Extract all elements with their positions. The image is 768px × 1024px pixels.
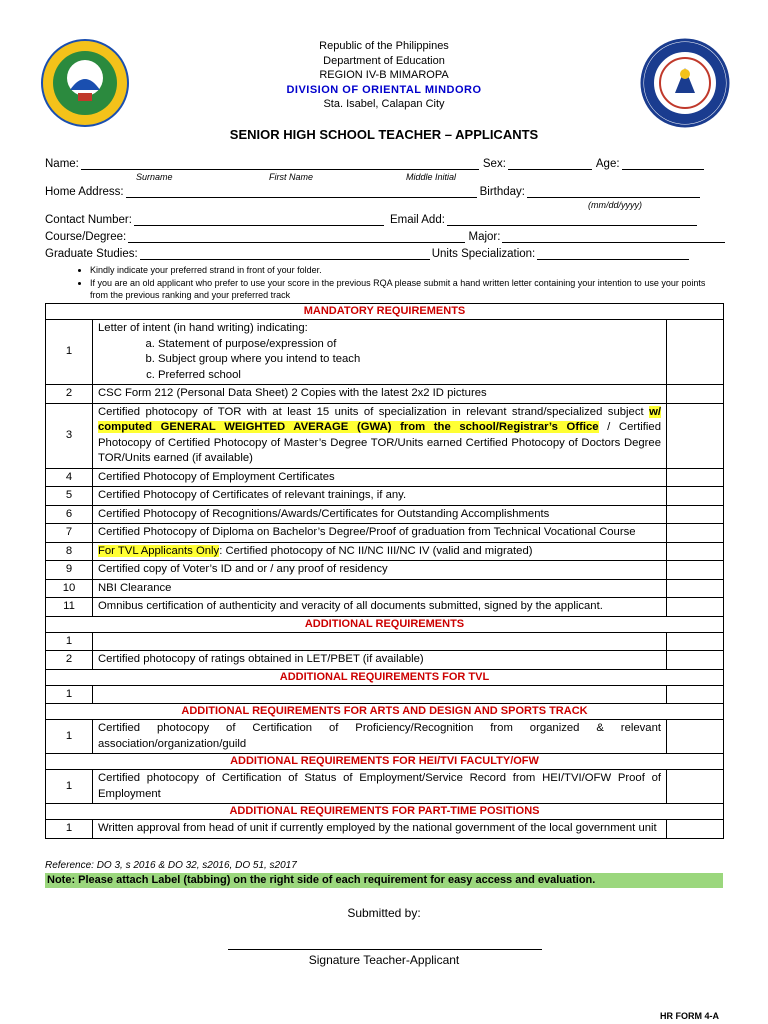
- list-item: c. Preferred school: [158, 368, 661, 384]
- section-header: [46, 669, 724, 685]
- check-box[interactable]: [667, 542, 724, 561]
- division-line: DIVISION OF ORIENTAL MINDORO: [286, 83, 482, 96]
- name-field[interactable]: [81, 158, 479, 170]
- course-label: Course/Degree:: [45, 231, 127, 243]
- req-text: [93, 403, 667, 468]
- contact-label: Contact Number:: [45, 214, 132, 226]
- req-number: 1: [46, 770, 93, 804]
- check-box[interactable]: [667, 579, 724, 598]
- republic-line: Republic of the Philippines: [319, 40, 449, 52]
- requirements-table: [45, 303, 724, 839]
- part-time-section-title: ADDITIONAL REQUIREMENTS FOR PART-TIME POSITIONS: [46, 804, 724, 820]
- form-code: HR FORM 4-A: [660, 1011, 719, 1021]
- signature-label: Signature Teacher-Applicant: [308, 953, 460, 967]
- check-box[interactable]: [667, 561, 724, 580]
- tvl-section-title: ADDITIONAL REQUIREMENTS FOR TVL: [46, 669, 724, 685]
- note-item: • If you are an old applicant who prefer to use your score in the previous RQA please submit a hand written letter containing your intention to use your points from the previous ranking and your preferred track: [90, 277, 724, 302]
- table-row: [46, 598, 724, 617]
- name-sublabels: [45, 170, 725, 183]
- req-text: Certified Photocopy of Recognitions/Awards/Certificates for Outstanding Accomplishments: [93, 505, 667, 524]
- check-box[interactable]: [667, 598, 724, 617]
- age-label: Age:: [595, 158, 620, 170]
- age-field[interactable]: [622, 158, 704, 170]
- req-number: 10: [46, 579, 93, 598]
- req-text: Certified photocopy of Certification of Proficiency/Recognition from organized & relevant association/organization/guild: [93, 720, 667, 754]
- table-row: [46, 579, 724, 598]
- major-label: Major:: [468, 231, 501, 243]
- deped-seal-logo: [640, 38, 730, 128]
- section-header: [46, 616, 724, 632]
- table-row: [46, 385, 724, 404]
- req-text-part: : Certified photocopy of NC II/NC III/NC IV (valid and migrated): [219, 544, 533, 557]
- table-row: [46, 685, 724, 704]
- table-row: [46, 542, 724, 561]
- req-number: 9: [46, 561, 93, 580]
- req-text-line: Letter of intent (in hand writing) indicating:: [98, 322, 308, 334]
- req-text: [93, 685, 667, 704]
- section-header: [46, 704, 724, 720]
- units-label: Units Specialization:: [431, 248, 536, 260]
- arts-section-title: ADDITIONAL REQUIREMENTS FOR ARTS AND DESIGN AND SPORTS TRACK: [46, 704, 724, 720]
- table-row: [46, 720, 724, 754]
- req-text: Certified Photocopy of Employment Certificates: [93, 468, 667, 487]
- contact-field[interactable]: [134, 214, 384, 226]
- check-box[interactable]: [667, 820, 724, 839]
- req-number: 1: [46, 320, 93, 385]
- req-text: Certified photocopy of Certification of Status of Employment/Service Record from HEI/TVI/OFW Proof of Employment: [93, 770, 667, 804]
- table-row: [46, 632, 724, 651]
- check-box[interactable]: [667, 468, 724, 487]
- course-row: [45, 228, 725, 243]
- birthday-field[interactable]: [527, 186, 700, 198]
- home-address-field[interactable]: [126, 186, 477, 198]
- units-field[interactable]: [537, 248, 689, 260]
- req-number: 3: [46, 403, 93, 468]
- check-box[interactable]: [667, 487, 724, 506]
- address-line: Sta. Isabel, Calapan City: [323, 98, 445, 110]
- sex-label: Sex:: [482, 158, 506, 170]
- major-field[interactable]: [502, 231, 725, 243]
- req-number: 2: [46, 385, 93, 404]
- req-text: Certified Photocopy of Certificates of relevant trainings, if any.: [93, 487, 667, 506]
- table-row: [46, 561, 724, 580]
- home-address-label: Home Address:: [45, 186, 124, 198]
- req-number: 4: [46, 468, 93, 487]
- table-row: [46, 820, 724, 839]
- section-header: [46, 304, 724, 320]
- req-number: 5: [46, 487, 93, 506]
- req-number: 1: [46, 685, 93, 704]
- check-box[interactable]: [667, 385, 724, 404]
- req-text-part: / Certified Photocopy of Certified Photocopy of Master’s Degree TOR/Units earned Certified Photocopy of Doctors Degree TOR/Units earned (if available): [98, 421, 661, 464]
- table-row: [46, 651, 724, 670]
- list-item: b. Subject group where you intend to teach: [158, 352, 661, 368]
- table-row: [46, 505, 724, 524]
- req-text: Omnibus certification of authenticity and veracity of all documents submitted, signed by the applicant.: [93, 598, 667, 617]
- table-row: [46, 487, 724, 506]
- course-field[interactable]: [128, 231, 464, 243]
- instructions: [64, 264, 724, 302]
- first-name-sublabel: First Name: [269, 172, 314, 182]
- check-box[interactable]: [667, 770, 724, 804]
- table-row: [46, 468, 724, 487]
- section-header: [46, 754, 724, 770]
- name-label: Name:: [45, 158, 79, 170]
- check-box[interactable]: [667, 320, 724, 385]
- req-text: Written approval from head of unit if currently employed by the national government of the local government unit: [93, 820, 667, 839]
- check-box[interactable]: [667, 685, 724, 704]
- table-row: [46, 524, 724, 543]
- req-number: 2: [46, 651, 93, 670]
- req-number: 1: [46, 820, 93, 839]
- section-header: [46, 804, 724, 820]
- check-box[interactable]: [667, 632, 724, 651]
- req-text: CSC Form 212 (Personal Data Sheet) 2 Copies with the latest 2x2 ID pictures: [93, 385, 667, 404]
- check-box[interactable]: [667, 524, 724, 543]
- req-text: Certified copy of Voter’s ID and or / any proof of residency: [93, 561, 667, 580]
- region-line: REGION IV-B MIMAROPA: [319, 69, 449, 81]
- gwa-highlight: w/ computed GENERAL WEIGHTED AVERAGE (GWA) from the school/Registrar’s Office: [98, 405, 661, 433]
- graduate-label: Graduate Studies:: [45, 248, 138, 260]
- req-text: [93, 320, 667, 385]
- table-row: [46, 320, 724, 385]
- req-number: 1: [46, 632, 93, 651]
- req-number: 7: [46, 524, 93, 543]
- tvl-highlight: For TVL Applicants Only: [98, 544, 220, 557]
- check-box[interactable]: [667, 403, 724, 468]
- req-text-part: Certified photocopy of TOR with at least 15 units of specialization in relevant strand/specialized subject: [98, 405, 650, 418]
- list-item: a. Statement of purpose/expression of: [158, 337, 661, 353]
- birthday-label: Birthday:: [479, 186, 526, 198]
- additional-section-title: ADDITIONAL REQUIREMENTS: [46, 616, 724, 632]
- req-text: Certified photocopy of ratings obtained in LET/PBET (if available): [93, 651, 667, 670]
- note-item: • Kindly indicate your preferred strand in front of your folder.: [90, 264, 724, 277]
- sex-field[interactable]: [508, 158, 592, 170]
- reference-note: Reference: DO 3, s 2016 & DO 32, s2016, DO 51, s2017: [45, 860, 297, 871]
- check-box[interactable]: [667, 651, 724, 670]
- submitted-by-label: Submitted by:: [347, 906, 421, 920]
- req-text: NBI Clearance: [93, 579, 667, 598]
- signature-line[interactable]: [228, 949, 542, 950]
- req-number: 8: [46, 542, 93, 561]
- surname-sublabel: Surname: [136, 172, 173, 182]
- req-text: Certified Photocopy of Diploma on Bachelor’s Degree/Proof of graduation from Technical Vocational Course: [93, 524, 667, 543]
- graduate-field[interactable]: [140, 248, 430, 260]
- date-format-hint: (mm/dd/yyyy): [588, 200, 642, 210]
- hei-section-title: ADDITIONAL REQUIREMENTS FOR HEI/TVI FACULTY/OFW: [46, 754, 724, 770]
- req-number: 11: [46, 598, 93, 617]
- address-row: [45, 183, 725, 198]
- email-field[interactable]: [447, 214, 697, 226]
- graduate-row: [45, 245, 725, 260]
- department-line: Department of Education: [323, 54, 445, 67]
- req-number: 6: [46, 505, 93, 524]
- table-row: [46, 770, 724, 804]
- letter-of-intent-list: [98, 337, 661, 384]
- tabbing-note: Note: Please attach Label (tabbing) on the right side of each requirement for easy access and evaluation.: [45, 873, 723, 888]
- req-number: 1: [46, 720, 93, 754]
- date-format-row: [45, 198, 725, 211]
- mandatory-section-title: MANDATORY REQUIREMENTS: [46, 304, 724, 320]
- form-title: SENIOR HIGH SCHOOL TEACHER – APPLICANTS: [229, 127, 539, 142]
- check-box[interactable]: [667, 720, 724, 754]
- req-text: [93, 632, 667, 651]
- req-text: [93, 542, 667, 561]
- applicant-info-fields: [45, 155, 725, 260]
- check-box[interactable]: [667, 505, 724, 524]
- contact-row: [45, 211, 725, 226]
- middle-initial-sublabel: Middle Initial: [406, 172, 457, 182]
- email-label: Email Add:: [389, 214, 445, 226]
- table-row: [46, 403, 724, 468]
- name-row: [45, 155, 725, 170]
